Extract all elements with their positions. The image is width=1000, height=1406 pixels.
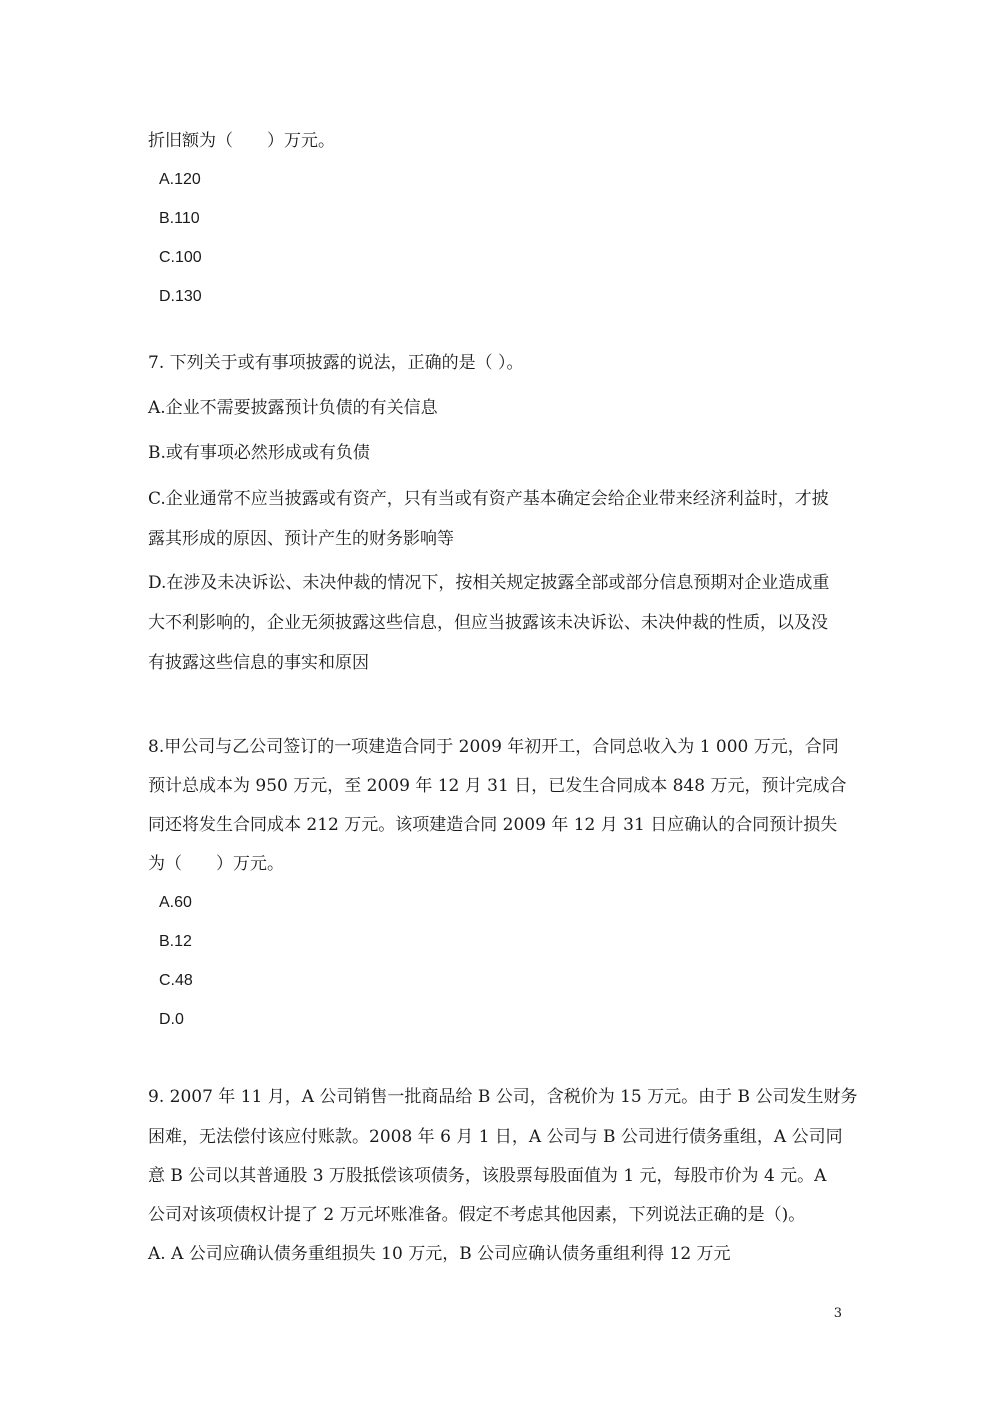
q8-option-b: B.12 xyxy=(159,933,192,950)
page-number: 3 xyxy=(833,1306,842,1321)
q7-option-d-line1: D.在涉及未决诉讼、未决仲裁的情况下，按相关规定披露全部或部分信息预期对企业造成重 xyxy=(148,573,830,593)
q9-stem-line4: 公司对该项债权计提了 2 万元坏账准备。假定不考虑其他因素，下列说法正确的是（)。 xyxy=(148,1205,806,1225)
q8-stem-line4: 为（ ）万元。 xyxy=(148,854,284,874)
q6-option-a: A.120 xyxy=(159,171,201,188)
q7-option-c-line1: C.企业通常不应当披露或有资产，只有当或有资产基本确定会给企业带来经济利益时，才披 xyxy=(148,489,829,509)
q8-option-a: A.60 xyxy=(159,894,192,911)
q8-option-c: C.48 xyxy=(159,972,193,989)
q8-stem-line1: 8.甲公司与乙公司签订的一项建造合同于 2009 年初开工，合同总收入为 1 000 万元，合同 xyxy=(148,737,839,757)
q8-stem-line3: 同还将发生合同成本 212 万元。该项建造合同 2009 年 12 月 31 日应确认的合同预计损失 xyxy=(148,815,838,835)
q8-option-d: D.0 xyxy=(159,1011,184,1028)
q9-stem-line2: 困难，无法偿付该应付账款。2008 年 6 月 1 日，A 公司与 B 公司进行债务重组，A 公司同 xyxy=(148,1127,843,1147)
q7-option-c-line2: 露其形成的原因、预计产生的财务影响等 xyxy=(148,529,454,549)
q6-option-b: B.110 xyxy=(159,210,200,227)
q7-option-d-line2: 大不利影响的，企业无须披露这些信息，但应当披露该未决诉讼、未决仲裁的性质，以及没 xyxy=(148,613,828,633)
q7-option-d-line3: 有披露这些信息的事实和原因 xyxy=(148,653,369,673)
q8-stem-line2: 预计总成本为 950 万元，至 2009 年 12 月 31 日，已发生合同成本 848 万元，预计完成合 xyxy=(148,776,847,796)
q6-option-c: C.100 xyxy=(159,249,202,266)
q6-tail-line: 折旧额为（ ）万元。 xyxy=(148,131,335,151)
q9-stem-line1: 9. 2007 年 11 月，A 公司销售一批商品给 B 公司，含税价为 15 万元。由于 B 公司发生财务 xyxy=(148,1087,858,1107)
q9-option-a: A. A 公司应确认债务重组损失 10 万元，B 公司应确认债务重组利得 12 万元 xyxy=(148,1244,731,1264)
q7-option-b: B.或有事项必然形成或有负债 xyxy=(148,443,370,463)
q6-option-d: D.130 xyxy=(159,288,202,305)
q7-option-a: A.企业不需要披露预计负债的有关信息 xyxy=(148,398,438,418)
q7-stem: 7. 下列关于或有事项披露的说法，正确的是（ ）。 xyxy=(148,353,524,373)
q9-stem-line3: 意 B 公司以其普通股 3 万股抵偿该项债务，该股票每股面值为 1 元，每股市价为 4 元。A xyxy=(148,1166,827,1186)
